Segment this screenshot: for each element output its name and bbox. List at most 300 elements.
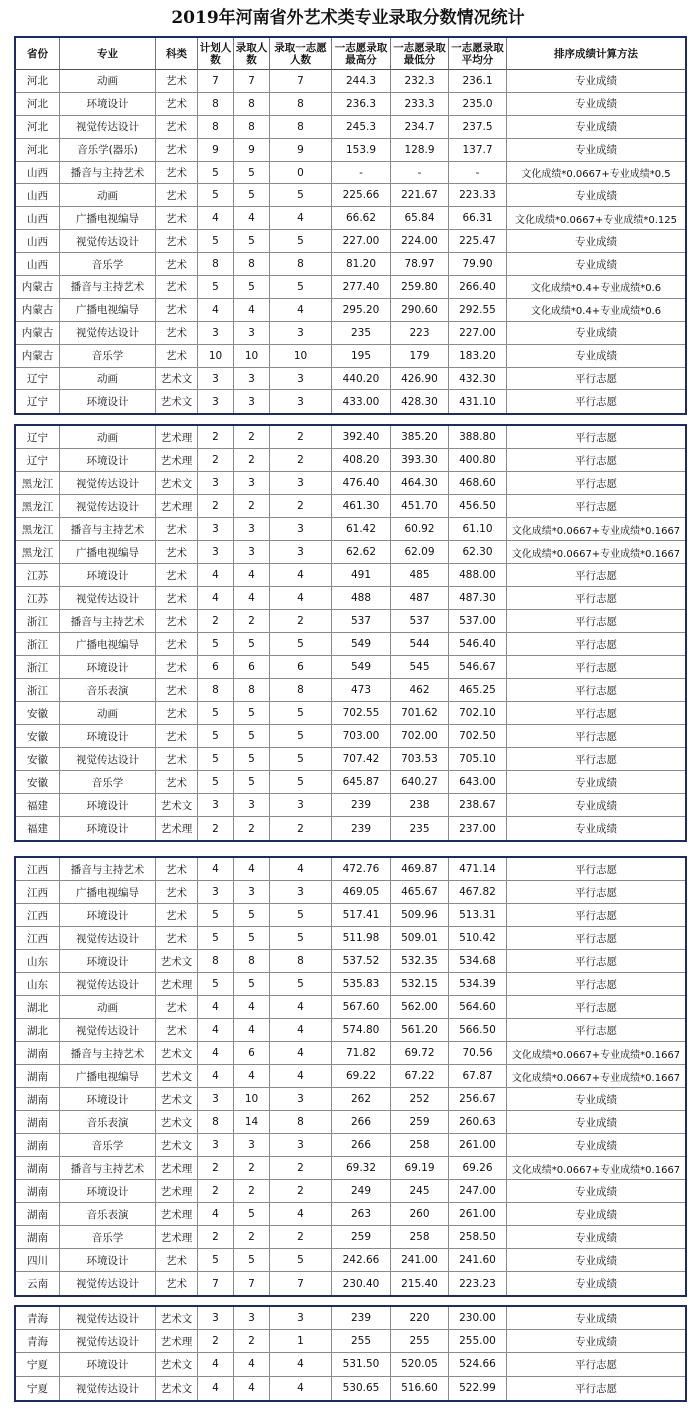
cell-province: 山东 xyxy=(16,973,60,995)
cell-min-score: 224.00 xyxy=(391,230,449,252)
cell-first-choice-count: 3 xyxy=(270,368,332,390)
cell-max-score: 517.41 xyxy=(332,904,391,926)
cell-max-score: 535.83 xyxy=(332,973,391,995)
cell-ranking-method: 专业成绩 xyxy=(575,258,617,271)
table-row xyxy=(16,973,685,996)
cell-admit-count: 5 xyxy=(234,702,270,724)
cell-major: 动画 xyxy=(60,70,156,92)
cell-max-score: 530.65 xyxy=(332,1377,391,1400)
cell-province: 河北 xyxy=(16,139,60,161)
cell-first-choice-count: 4 xyxy=(270,1377,332,1400)
cell-category: 艺术文 xyxy=(156,368,198,390)
cell-first-choice-count: 5 xyxy=(270,276,332,298)
cell-plan-count: 5 xyxy=(198,973,234,995)
cell-province: 浙江 xyxy=(16,679,60,701)
cell-province: 安徽 xyxy=(16,702,60,724)
cell-min-score: 487 xyxy=(391,587,449,609)
cell-ranking-method: 文化成绩*0.0667+专业成绩*0.1667 xyxy=(511,525,681,537)
cell-avg-score: 223.33 xyxy=(449,184,507,206)
table-row xyxy=(16,449,685,472)
cell-major: 播音与主持艺术 xyxy=(60,610,156,632)
cell-max-score: 488 xyxy=(332,587,391,609)
cell-major: 环境设计 xyxy=(60,93,156,115)
cell-max-score: 469.05 xyxy=(332,881,391,903)
cell-ranking-method: 专业成绩 xyxy=(575,1231,617,1244)
cell-max-score: 702.55 xyxy=(332,702,391,724)
cell-ranking-method: 平行志愿 xyxy=(575,1382,617,1395)
cell-first-choice-count: 4 xyxy=(270,1019,332,1041)
cell-min-score: 428.30 xyxy=(391,390,449,413)
cell-category: 艺术 xyxy=(156,927,198,949)
table-row xyxy=(16,322,685,345)
table-row xyxy=(16,1134,685,1157)
cell-first-choice-count: 2 xyxy=(270,1157,332,1179)
cell-min-score: 235 xyxy=(391,817,449,840)
cell-max-score: 153.9 xyxy=(332,139,391,161)
cell-plan-count: 4 xyxy=(198,564,234,586)
cell-admit-count: 10 xyxy=(234,345,270,367)
cell-plan-count: 5 xyxy=(198,927,234,949)
cell-major: 广播电视编导 xyxy=(60,299,156,321)
cell-admit-count: 4 xyxy=(234,207,270,229)
cell-ranking-method: 文化成绩*0.4+专业成绩*0.6 xyxy=(530,306,662,318)
cell-avg-score: 534.39 xyxy=(449,973,507,995)
table-row xyxy=(16,1019,685,1042)
cell-ranking-method: 专业成绩 xyxy=(575,1116,617,1129)
cell-avg-score: 564.60 xyxy=(449,996,507,1018)
cell-avg-score: 236.1 xyxy=(449,70,507,92)
cell-plan-count: 5 xyxy=(198,904,234,926)
table-row xyxy=(16,817,685,840)
cell-plan-count: 7 xyxy=(198,70,234,92)
cell-category: 艺术 xyxy=(156,610,198,632)
cell-max-score: 537 xyxy=(332,610,391,632)
cell-major: 环境设计 xyxy=(60,817,156,840)
cell-province: 四川 xyxy=(16,1249,60,1271)
cell-category: 艺术理 xyxy=(156,495,198,517)
table-row xyxy=(16,702,685,725)
cell-category: 艺术理 xyxy=(156,449,198,471)
cell-avg-score: 227.00 xyxy=(449,322,507,344)
cell-avg-score: 465.25 xyxy=(449,679,507,701)
cell-category: 艺术文 xyxy=(156,390,198,413)
table-row xyxy=(16,518,685,541)
cell-avg-score: 431.10 xyxy=(449,390,507,413)
cell-plan-count: 4 xyxy=(198,858,234,880)
cell-admit-count: 7 xyxy=(234,1272,270,1295)
cell-avg-score: 546.67 xyxy=(449,656,507,678)
cell-province: 湖南 xyxy=(16,1065,60,1087)
cell-admit-count: 5 xyxy=(234,973,270,995)
cell-plan-count: 4 xyxy=(198,1042,234,1064)
cell-category: 艺术 xyxy=(156,276,198,298)
cell-province: 宁夏 xyxy=(16,1377,60,1400)
cell-ranking-method: 专业成绩 xyxy=(575,98,617,111)
cell-province: 河北 xyxy=(16,70,60,92)
table-row xyxy=(16,748,685,771)
cell-admit-count: 3 xyxy=(234,881,270,903)
cell-plan-count: 8 xyxy=(198,93,234,115)
cell-max-score: 239 xyxy=(332,794,391,816)
cell-min-score: 221.67 xyxy=(391,184,449,206)
cell-avg-score: 237.5 xyxy=(449,116,507,138)
table-row xyxy=(16,1272,685,1295)
cell-province: 内蒙古 xyxy=(16,276,60,298)
table-row xyxy=(16,927,685,950)
table-row xyxy=(16,1377,685,1400)
cell-plan-count: 4 xyxy=(198,1065,234,1087)
cell-ranking-method: 平行志愿 xyxy=(575,730,617,743)
cell-max-score: 242.66 xyxy=(332,1249,391,1271)
cell-first-choice-count: 7 xyxy=(270,1272,332,1295)
table-row xyxy=(16,116,685,139)
cell-first-choice-count: 2 xyxy=(270,1180,332,1202)
table-row xyxy=(16,564,685,587)
cell-province: 辽宁 xyxy=(16,449,60,471)
cell-admit-count: 5 xyxy=(234,1203,270,1225)
cell-major: 视觉传达设计 xyxy=(60,1019,156,1041)
cell-province: 安徽 xyxy=(16,748,60,770)
cell-category: 艺术 xyxy=(156,904,198,926)
cell-major: 视觉传达设计 xyxy=(60,1272,156,1295)
cell-ranking-method: 文化成绩*0.0667+专业成绩*0.125 xyxy=(515,214,677,226)
cell-ranking-method: 专业成绩 xyxy=(575,144,617,157)
cell-province: 湖南 xyxy=(16,1180,60,1202)
cell-plan-count: 2 xyxy=(198,1330,234,1352)
cell-category: 艺术 xyxy=(156,139,198,161)
cell-admit-count: 4 xyxy=(234,1377,270,1400)
cell-major: 视觉传达设计 xyxy=(60,472,156,494)
cell-admit-count: 5 xyxy=(234,276,270,298)
cell-province: 安徽 xyxy=(16,771,60,793)
cell-ranking-method: 文化成绩*0.4+专业成绩*0.6 xyxy=(530,283,662,295)
cell-first-choice-count: 3 xyxy=(270,1088,332,1110)
cell-province: 辽宁 xyxy=(16,426,60,448)
cell-min-score: 69.19 xyxy=(391,1157,449,1179)
cell-min-score: 509.96 xyxy=(391,904,449,926)
cell-ranking-method: 平行志愿 xyxy=(575,500,617,513)
cell-admit-count: 3 xyxy=(234,1307,270,1329)
cell-admit-count: 4 xyxy=(234,1065,270,1087)
cell-first-choice-count: 8 xyxy=(270,1111,332,1133)
cell-province: 河北 xyxy=(16,93,60,115)
cell-major: 广播电视编导 xyxy=(60,881,156,903)
cell-max-score: 266 xyxy=(332,1111,391,1133)
cell-admit-count: 5 xyxy=(234,184,270,206)
cell-plan-count: 5 xyxy=(198,725,234,747)
table-row xyxy=(16,1249,685,1272)
cell-min-score: 464.30 xyxy=(391,472,449,494)
cell-first-choice-count: 4 xyxy=(270,996,332,1018)
cell-avg-score: 238.67 xyxy=(449,794,507,816)
cell-first-choice-count: 4 xyxy=(270,1353,332,1375)
cell-admit-count: 3 xyxy=(234,518,270,540)
cell-major: 视觉传达设计 xyxy=(60,322,156,344)
cell-ranking-method: 专业成绩 xyxy=(575,776,617,789)
cell-ranking-method: 平行志愿 xyxy=(575,909,617,922)
table-row xyxy=(16,230,685,253)
cell-admit-count: 8 xyxy=(234,950,270,972)
cell-plan-count: 5 xyxy=(198,184,234,206)
cell-category: 艺术 xyxy=(156,996,198,1018)
table-row xyxy=(16,184,685,207)
cell-plan-count: 4 xyxy=(198,1353,234,1375)
cell-min-score: 537 xyxy=(391,610,449,632)
header-category: 科类 xyxy=(156,38,198,69)
cell-avg-score: 534.68 xyxy=(449,950,507,972)
cell-plan-count: 3 xyxy=(198,541,234,563)
cell-avg-score: 456.50 xyxy=(449,495,507,517)
cell-admit-count: 5 xyxy=(234,230,270,252)
cell-major: 音乐表演 xyxy=(60,1111,156,1133)
cell-max-score: 227.00 xyxy=(332,230,391,252)
cell-first-choice-count: 5 xyxy=(270,230,332,252)
cell-min-score: 532.15 xyxy=(391,973,449,995)
cell-min-score: 544 xyxy=(391,633,449,655)
cell-plan-count: 3 xyxy=(198,1088,234,1110)
cell-first-choice-count: 5 xyxy=(270,725,332,747)
cell-avg-score: 292.55 xyxy=(449,299,507,321)
cell-first-choice-count: 3 xyxy=(270,881,332,903)
cell-min-score: 241.00 xyxy=(391,1249,449,1271)
table-row xyxy=(16,794,685,817)
cell-max-score: - xyxy=(332,162,391,184)
cell-admit-count: 5 xyxy=(234,1249,270,1271)
cell-admit-count: 9 xyxy=(234,139,270,161)
cell-first-choice-count: 3 xyxy=(270,390,332,413)
cell-major: 视觉传达设计 xyxy=(60,116,156,138)
cell-province: 辽宁 xyxy=(16,390,60,413)
cell-avg-score: 471.14 xyxy=(449,858,507,880)
cell-province: 安徽 xyxy=(16,725,60,747)
cell-category: 艺术 xyxy=(156,93,198,115)
header-major: 专业 xyxy=(60,38,156,69)
cell-major: 动画 xyxy=(60,368,156,390)
cell-min-score: 67.22 xyxy=(391,1065,449,1087)
cell-avg-score: 432.30 xyxy=(449,368,507,390)
cell-max-score: 195 xyxy=(332,345,391,367)
cell-major: 动画 xyxy=(60,184,156,206)
cell-major: 环境设计 xyxy=(60,449,156,471)
cell-ranking-method: 专业成绩 xyxy=(575,823,617,835)
cell-min-score: 245 xyxy=(391,1180,449,1202)
table-row xyxy=(16,1088,685,1111)
cell-max-score: 239 xyxy=(332,817,391,840)
cell-major: 广播电视编导 xyxy=(60,1065,156,1087)
cell-admit-count: 2 xyxy=(234,449,270,471)
cell-category: 艺术 xyxy=(156,881,198,903)
cell-ranking-method: 专业成绩 xyxy=(575,1139,617,1152)
cell-first-choice-count: 3 xyxy=(270,472,332,494)
table-row xyxy=(16,725,685,748)
cell-plan-count: 2 xyxy=(198,817,234,840)
cell-major: 环境设计 xyxy=(60,725,156,747)
table-section-2 xyxy=(14,424,687,842)
cell-admit-count: 8 xyxy=(234,253,270,275)
cell-first-choice-count: 8 xyxy=(270,93,332,115)
cell-province: 湖北 xyxy=(16,1019,60,1041)
cell-province: 青海 xyxy=(16,1330,60,1352)
cell-max-score: 295.20 xyxy=(332,299,391,321)
cell-category: 艺术理 xyxy=(156,1180,198,1202)
header-avg-score: 一志愿录取平均分 xyxy=(449,38,507,69)
cell-major: 音乐表演 xyxy=(60,1203,156,1225)
table-row xyxy=(16,93,685,116)
cell-major: 环境设计 xyxy=(60,564,156,586)
cell-category: 艺术 xyxy=(156,253,198,275)
cell-province: 黑龙江 xyxy=(16,541,60,563)
cell-avg-score: 487.30 xyxy=(449,587,507,609)
cell-major: 视觉传达设计 xyxy=(60,973,156,995)
table-row xyxy=(16,1065,685,1088)
table-row xyxy=(16,1157,685,1180)
cell-plan-count: 10 xyxy=(198,345,234,367)
cell-avg-score: 66.31 xyxy=(449,207,507,229)
cell-plan-count: 3 xyxy=(198,794,234,816)
cell-plan-count: 6 xyxy=(198,656,234,678)
cell-min-score: 259.80 xyxy=(391,276,449,298)
cell-admit-count: 2 xyxy=(234,1330,270,1352)
cell-province: 山西 xyxy=(16,184,60,206)
cell-plan-count: 2 xyxy=(198,495,234,517)
cell-province: 湖南 xyxy=(16,1203,60,1225)
cell-ranking-method: 平行志愿 xyxy=(575,863,617,876)
cell-province: 山西 xyxy=(16,207,60,229)
cell-admit-count: 4 xyxy=(234,587,270,609)
cell-avg-score: 643.00 xyxy=(449,771,507,793)
cell-plan-count: 4 xyxy=(198,299,234,321)
cell-admit-count: 2 xyxy=(234,1180,270,1202)
cell-max-score: 472.76 xyxy=(332,858,391,880)
cell-plan-count: 8 xyxy=(198,1111,234,1133)
cell-min-score: 516.60 xyxy=(391,1377,449,1400)
cell-first-choice-count: 3 xyxy=(270,1134,332,1156)
cell-plan-count: 5 xyxy=(198,702,234,724)
cell-plan-count: 2 xyxy=(198,1180,234,1202)
cell-category: 艺术文 xyxy=(156,1065,198,1087)
cell-min-score: 69.72 xyxy=(391,1042,449,1064)
cell-max-score: 62.62 xyxy=(332,541,391,563)
header-ranking-method: 排序成绩计算方法 xyxy=(554,47,638,60)
cell-ranking-method: 平行志愿 xyxy=(575,932,617,945)
cell-max-score: 531.50 xyxy=(332,1353,391,1375)
cell-min-score: 545 xyxy=(391,656,449,678)
cell-plan-count: 4 xyxy=(198,1203,234,1225)
cell-major: 动画 xyxy=(60,426,156,448)
cell-plan-count: 4 xyxy=(198,1377,234,1400)
cell-ranking-method: 专业成绩 xyxy=(575,1208,617,1221)
cell-major: 视觉传达设计 xyxy=(60,495,156,517)
cell-plan-count: 9 xyxy=(198,139,234,161)
cell-major: 音乐学 xyxy=(60,345,156,367)
cell-major: 动画 xyxy=(60,702,156,724)
cell-ranking-method: 平行志愿 xyxy=(575,978,617,991)
cell-province: 浙江 xyxy=(16,633,60,655)
cell-ranking-method: 文化成绩*0.0667+专业成绩*0.1667 xyxy=(511,1072,681,1084)
cell-min-score: 179 xyxy=(391,345,449,367)
cell-min-score: 465.67 xyxy=(391,881,449,903)
cell-category: 艺术 xyxy=(156,748,198,770)
table-row xyxy=(16,162,685,185)
cell-province: 山西 xyxy=(16,253,60,275)
cell-category: 艺术文 xyxy=(156,1088,198,1110)
cell-max-score: 81.20 xyxy=(332,253,391,275)
cell-category: 艺术 xyxy=(156,725,198,747)
cell-avg-score: 467.82 xyxy=(449,881,507,903)
cell-avg-score: 261.00 xyxy=(449,1134,507,1156)
cell-max-score: 69.32 xyxy=(332,1157,391,1179)
cell-plan-count: 8 xyxy=(198,679,234,701)
cell-plan-count: 4 xyxy=(198,587,234,609)
cell-plan-count: 8 xyxy=(198,950,234,972)
cell-avg-score: 513.31 xyxy=(449,904,507,926)
cell-max-score: 235 xyxy=(332,322,391,344)
cell-max-score: 707.42 xyxy=(332,748,391,770)
cell-max-score: 263 xyxy=(332,1203,391,1225)
cell-first-choice-count: 5 xyxy=(270,904,332,926)
cell-avg-score: 61.10 xyxy=(449,518,507,540)
table-row xyxy=(16,495,685,518)
cell-admit-count: 2 xyxy=(234,495,270,517)
cell-avg-score: 67.87 xyxy=(449,1065,507,1087)
cell-first-choice-count: 4 xyxy=(270,587,332,609)
cell-avg-score: 388.80 xyxy=(449,426,507,448)
cell-plan-count: 3 xyxy=(198,881,234,903)
cell-min-score: 385.20 xyxy=(391,426,449,448)
cell-plan-count: 3 xyxy=(198,322,234,344)
cell-min-score: 469.87 xyxy=(391,858,449,880)
cell-avg-score: 702.10 xyxy=(449,702,507,724)
cell-province: 内蒙古 xyxy=(16,345,60,367)
cell-province: 浙江 xyxy=(16,610,60,632)
cell-admit-count: 4 xyxy=(234,564,270,586)
cell-category: 艺术 xyxy=(156,322,198,344)
cell-province: 辽宁 xyxy=(16,368,60,390)
cell-admit-count: 3 xyxy=(234,368,270,390)
cell-first-choice-count: 1 xyxy=(270,1330,332,1352)
cell-province: 黑龙江 xyxy=(16,495,60,517)
cell-first-choice-count: 5 xyxy=(270,748,332,770)
cell-max-score: 537.52 xyxy=(332,950,391,972)
cell-avg-score: 258.50 xyxy=(449,1226,507,1248)
table-row xyxy=(16,633,685,656)
cell-min-score: 703.53 xyxy=(391,748,449,770)
cell-major: 音乐表演 xyxy=(60,679,156,701)
cell-province: 青海 xyxy=(16,1307,60,1329)
cell-province: 江苏 xyxy=(16,564,60,586)
cell-admit-count: 8 xyxy=(234,93,270,115)
cell-min-score: 128.9 xyxy=(391,139,449,161)
cell-avg-score: 488.00 xyxy=(449,564,507,586)
cell-admit-count: 4 xyxy=(234,1019,270,1041)
cell-admit-count: 3 xyxy=(234,322,270,344)
cell-ranking-method: 文化成绩*0.0667+专业成绩*0.1667 xyxy=(511,1049,681,1061)
table-row xyxy=(16,1203,685,1226)
cell-first-choice-count: 2 xyxy=(270,610,332,632)
table-row xyxy=(16,472,685,495)
cell-major: 环境设计 xyxy=(60,794,156,816)
cell-first-choice-count: 2 xyxy=(270,426,332,448)
cell-avg-score: 522.99 xyxy=(449,1377,507,1400)
cell-max-score: 230.40 xyxy=(332,1272,391,1295)
cell-major: 视觉传达设计 xyxy=(60,587,156,609)
cell-plan-count: 8 xyxy=(198,116,234,138)
cell-min-score: 233.3 xyxy=(391,93,449,115)
cell-admit-count: 5 xyxy=(234,904,270,926)
cell-ranking-method: 文化成绩*0.0667+专业成绩*0.1667 xyxy=(511,1164,681,1176)
cell-min-score: 78.97 xyxy=(391,253,449,275)
cell-ranking-method: 专业成绩 xyxy=(575,1335,617,1348)
